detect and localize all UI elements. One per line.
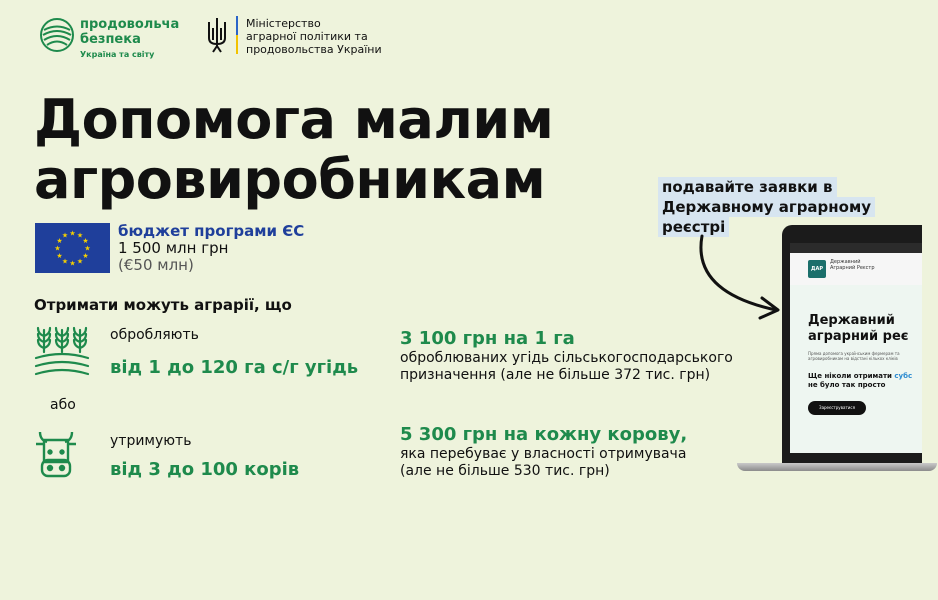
eu-star-icon: ★ [54,244,61,253]
ministry-divider [236,16,238,54]
cow-range: від 3 до 100 корів [110,459,300,480]
ministry-line-2: аграрної політики та [246,30,368,43]
site-hero-title [808,313,938,345]
site-sub-line-1b: субс [894,372,913,380]
payment-cow [400,424,780,480]
eu-star-icon: ★ [69,229,76,238]
title-line-2: агровиробникам [34,148,546,211]
arrow-icon [690,232,790,322]
title-line-1: Допомога малим [34,88,554,151]
logo-subtitle: Україна та світу [80,50,155,59]
site-hero [790,285,922,453]
callout-line-3: реєстрі [658,217,729,237]
logo-title-2: безпека [80,32,141,47]
site-hero-line-1: Державний [808,313,895,328]
eu-flag-icon [35,223,110,273]
ministry-name [246,17,382,56]
eu-star-icon: ★ [84,244,91,253]
eu-star-icon: ★ [61,257,69,266]
callout-line-1: подавайте заявки в [658,177,837,197]
cow-verb: утримують [110,433,192,449]
field-verb: обробляють [110,327,199,343]
eu-star-icon: ★ [82,237,89,245]
field-range: від 1 до 120 га с/г угідь [110,357,359,378]
site-description: Пряма допомога українським фермерам та агровиробникам на відстані кількох кліків [808,351,900,361]
browser-toolbar [790,243,922,253]
eu-star-icon: ★ [56,252,63,260]
trident-icon [205,16,229,54]
site-sub-line-1a: Ще ніколи отримати [808,372,895,380]
site-logo-badge: ДАР [808,260,826,278]
eu-star-icon: ★ [61,231,69,240]
laptop-screen [790,243,922,453]
budget-eur: (€50 млн) [118,256,194,274]
or-separator: або [50,397,76,413]
eu-star-icon: ★ [76,231,84,240]
payment-land-body-2: призначення (але не більше 372 тис. грн) [400,367,711,383]
payment-cow-body-2: (але не більше 530 тис. грн) [400,463,610,479]
register-button[interactable]: Зареєструватися [808,401,866,415]
logo-title-1: продовольча [80,17,180,32]
payment-cow-head: 5 300 грн на кожну корову, [400,424,688,445]
payment-cow-body-1: яка перебуває у власності отримувача [400,446,687,462]
eu-star-icon: ★ [69,259,76,268]
site-subheading [808,372,938,390]
page-title [34,90,654,210]
ministry-line-1: Міністерство [246,17,321,30]
laptop-base [737,463,937,471]
site-sub-line-2: не було так просто [808,381,886,389]
budget-block [118,223,304,274]
payment-land-body-1: оброблюваних угідь сільськогосподарського [400,350,733,366]
cow-icon [34,428,78,480]
eu-star-icon: ★ [76,257,84,266]
eu-star-icon: ★ [56,237,63,245]
logo-text [80,17,179,62]
payment-land [400,328,780,384]
site-hero-line-2: аграрний реє [808,329,909,344]
laptop-mockup [782,225,922,470]
ministry-line-3: продовольства України [246,43,382,56]
payment-land-head: 3 100 грн на 1 га [400,328,575,349]
eligibility-heading: Отримати можуть аграрії, що [34,296,292,314]
site-name: Державний Аграрний Реєстр [830,259,875,271]
field-crops-icon [34,322,90,380]
budget-uah: 1 500 млн грн [118,239,229,257]
logo-mark-icon [40,18,74,52]
budget-label: бюджет програми ЄС [118,222,305,240]
eu-star-icon: ★ [82,252,89,260]
callout-line-2: Державному аграрному [658,197,875,217]
